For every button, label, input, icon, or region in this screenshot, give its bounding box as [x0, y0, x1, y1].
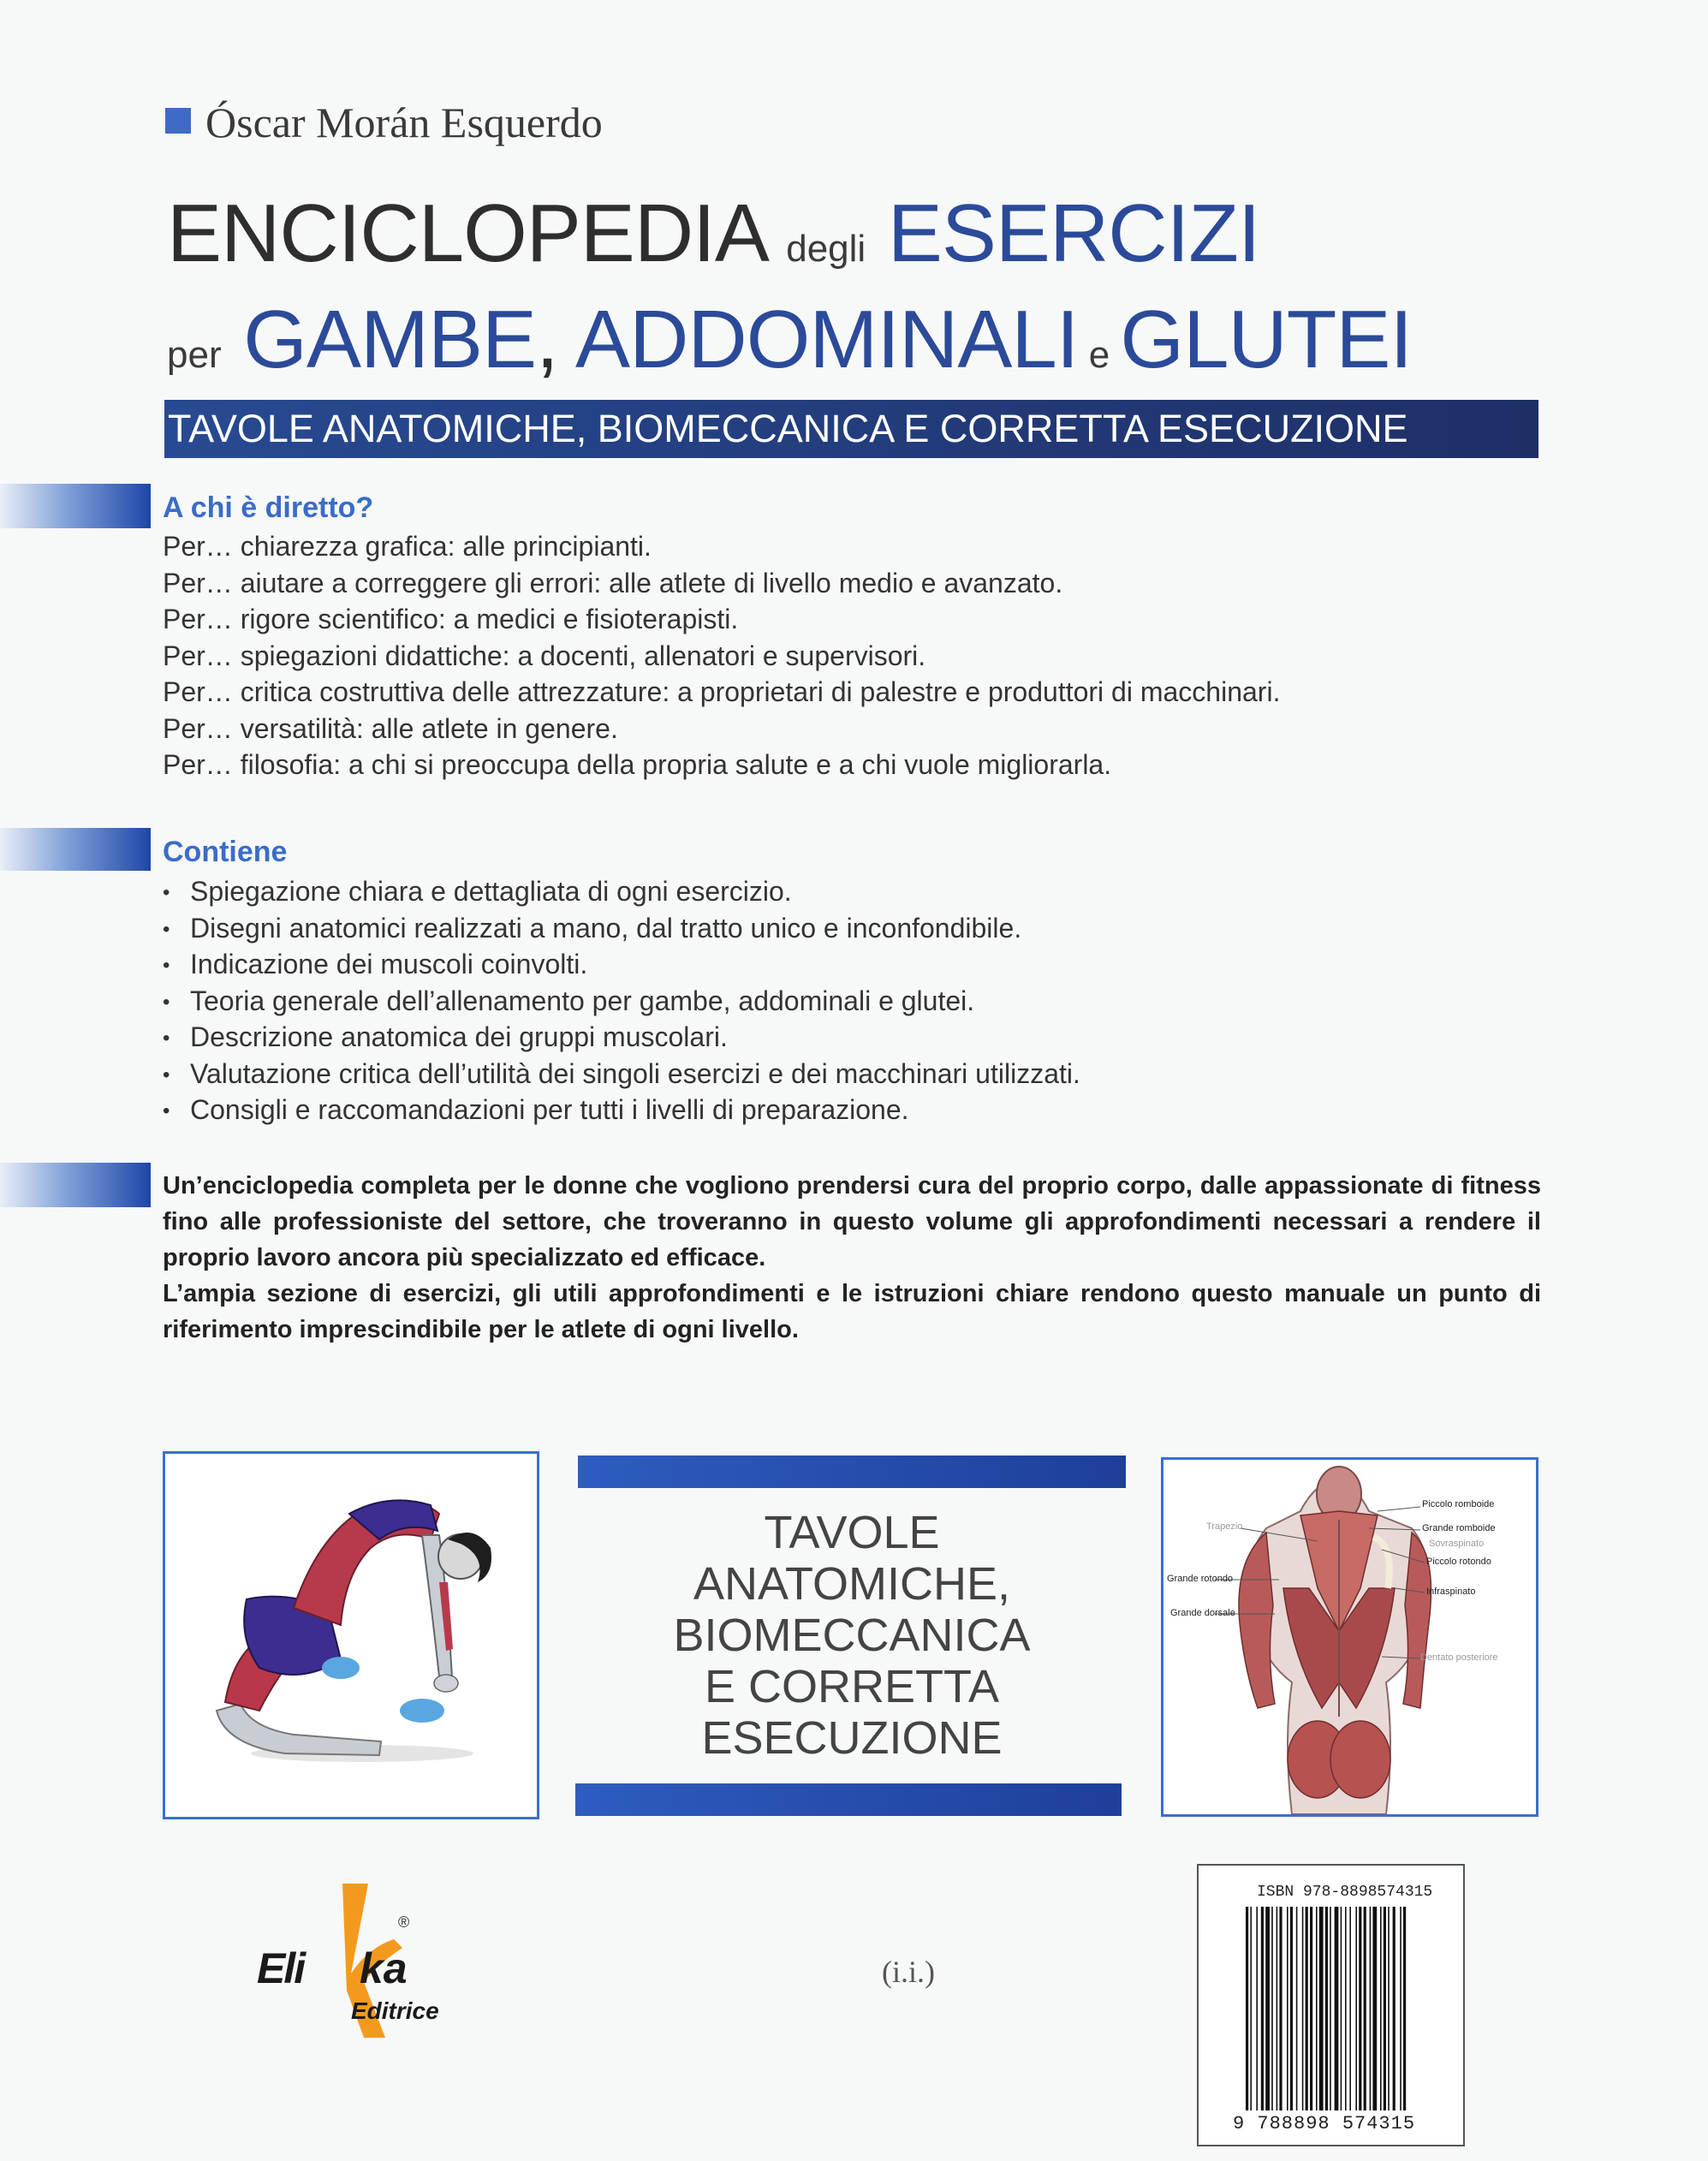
- list-item: Per… critica costruttiva delle attrezzature: a proprietari di palestre e produttori di macchinari.: [163, 676, 1281, 707]
- list-item: [163, 1019, 1080, 1056]
- title-word-gambe: GAMBE: [243, 294, 536, 385]
- title-word-addominali: ADDOMINALI: [575, 294, 1079, 385]
- bullet: •: [163, 1063, 170, 1086]
- contains-heading: Contiene: [163, 836, 288, 868]
- center-bar-top: [578, 1456, 1126, 1488]
- author-square-marker: [165, 108, 191, 134]
- list-item: [163, 873, 1080, 910]
- title-line-1: [167, 187, 1260, 296]
- anatomy-illustration: [1161, 1457, 1538, 1817]
- list-item-text: Valutazione critica dell’utilità dei singoli esercizi e dei macchinari utilizzati.: [190, 1057, 1080, 1089]
- label-grande-dorsale: Grande dorsale: [1170, 1608, 1235, 1618]
- title-word-esercizi: ESERCIZI: [887, 188, 1260, 279]
- list-item-text: Teoria generale dell’allenamento per gambe, addominali e glutei.: [190, 985, 975, 1016]
- list-item: [163, 983, 1080, 1020]
- list-item-text: Descrizione anatomica dei gruppi muscolari.: [190, 1021, 728, 1052]
- description-block: [163, 1168, 1541, 1348]
- center-caption-line: BIOMECCANICA: [673, 1610, 1031, 1661]
- label-trapezio: Trapezio: [1206, 1521, 1243, 1532]
- list-item-text: Indicazione dei muscoli coinvolti.: [190, 949, 588, 979]
- back-muscles-figure: [1163, 1460, 1536, 1814]
- description-paragraph: Un’enciclopedia completa per le donne che vogliono prendersi cura del proprio corpo, dalle appassionate di fitness fino alle professioniste del settore, che troveranno in questo volume gli approfondimenti necessari a rendere il proprio lavoro ancora più specializzato ed efficace.: [163, 1172, 1541, 1271]
- logo-text-ka: ka: [360, 1944, 408, 1992]
- registered-mark: ®: [398, 1914, 410, 1931]
- bullet: •: [163, 1027, 170, 1051]
- for-whom-list: [163, 528, 1280, 783]
- imprint-mark: (i.i.): [882, 1955, 935, 1989]
- for-whom-heading: A chi è diretto?: [163, 491, 374, 524]
- list-item-text: Consigli e raccomandazioni per tutti i livelli di preparazione.: [190, 1094, 909, 1125]
- bullet: •: [163, 881, 170, 905]
- bullet: •: [163, 954, 170, 978]
- center-bar-bottom: [575, 1783, 1122, 1816]
- list-item: Per… rigore scientifico: a medici e fisioterapisti.: [163, 604, 739, 634]
- label-piccolo-romboide: Piccolo romboide: [1422, 1499, 1495, 1509]
- list-item: Per… spiegazioni didattiche: a docenti, allenatori e supervisori.: [163, 640, 926, 671]
- label-piccolo-rotondo: Piccolo rotondo: [1426, 1557, 1491, 1567]
- center-caption-line: ESECUZIONE: [701, 1712, 1003, 1764]
- logo-subtext: Editrice: [351, 1997, 439, 2024]
- title-line-2: [167, 293, 1412, 402]
- list-item: Per… versatilità: alle atlete in genere.: [163, 712, 618, 744]
- isbn-label: ISBN 978-8898574315: [1257, 1884, 1433, 1901]
- bullet: •: [163, 917, 170, 941]
- bullet: •: [163, 1099, 170, 1123]
- center-caption: [578, 1507, 1126, 1764]
- barcode-digits: 9 788898 574315: [1233, 2113, 1416, 2134]
- center-caption-line: E CORRETTA: [704, 1661, 999, 1712]
- list-item: Per… aiutare a correggere gli errori: alle atlete di livello medio e avanzato.: [163, 567, 1063, 598]
- center-caption-line: ANATOMICHE,: [693, 1558, 1011, 1610]
- list-item: [163, 1092, 1080, 1128]
- logo-text-eli: Eli: [257, 1944, 305, 1992]
- title-word-e: e: [1078, 334, 1121, 376]
- subtitle-banner: TAVOLE ANATOMICHE, BIOMECCANICA E CORRETTA ESECUZIONE: [164, 400, 1538, 458]
- description-paragraph: L’ampia sezione di esercizi, gli utili approfondimenti e le istruzioni chiare rendono questo manuale un punto di riferimento imprescindibile per le atlete di ogni livello.: [163, 1280, 1541, 1343]
- section-bar-contains: [0, 828, 151, 871]
- section-bar-description: [0, 1163, 151, 1207]
- publisher-logo: [248, 1879, 462, 2042]
- title-word-degli: degli: [786, 228, 866, 270]
- label-infraspinato: Infraspinato: [1426, 1587, 1476, 1597]
- bullet: •: [163, 990, 170, 1014]
- contains-list: [163, 873, 1080, 1128]
- list-item: Per… filosofia: a chi si preoccupa della propria salute e a chi vuole migliorarla.: [163, 749, 1112, 780]
- label-grande-romboide: Grande romboide: [1422, 1523, 1496, 1533]
- list-item-text: Spiegazione chiara e dettagliata di ogni esercizio.: [190, 876, 792, 907]
- list-item: Per… chiarezza grafica: alle principianti.: [163, 531, 652, 562]
- camel-pose-figure: [165, 1454, 537, 1817]
- list-item: [163, 910, 1080, 947]
- author-name: Óscar Morán Esquerdo: [205, 98, 603, 146]
- section-bar-for-whom: [0, 484, 151, 528]
- label-grande-rotondo: Grande rotondo: [1167, 1574, 1234, 1584]
- barcode-icon: [1246, 1907, 1456, 2110]
- title-word-glutei: GLUTEI: [1120, 294, 1413, 385]
- exercise-illustration: [163, 1451, 539, 1819]
- title-word-enciclopedia: ENCICLOPEDIA: [167, 188, 765, 279]
- label-dentato-posteriore: Dentato posteriore: [1420, 1652, 1498, 1663]
- list-item: [163, 1056, 1080, 1092]
- center-caption-line: TAVOLE: [764, 1507, 940, 1558]
- title-comma: ,: [536, 294, 576, 385]
- list-item-text: Disegni anatomici realizzati a mano, dal tratto unico e inconfondibile.: [190, 912, 1022, 944]
- title-word-per: per: [167, 334, 222, 376]
- label-sovraspinato: Sovraspinato: [1429, 1539, 1485, 1549]
- list-item: [163, 946, 1080, 983]
